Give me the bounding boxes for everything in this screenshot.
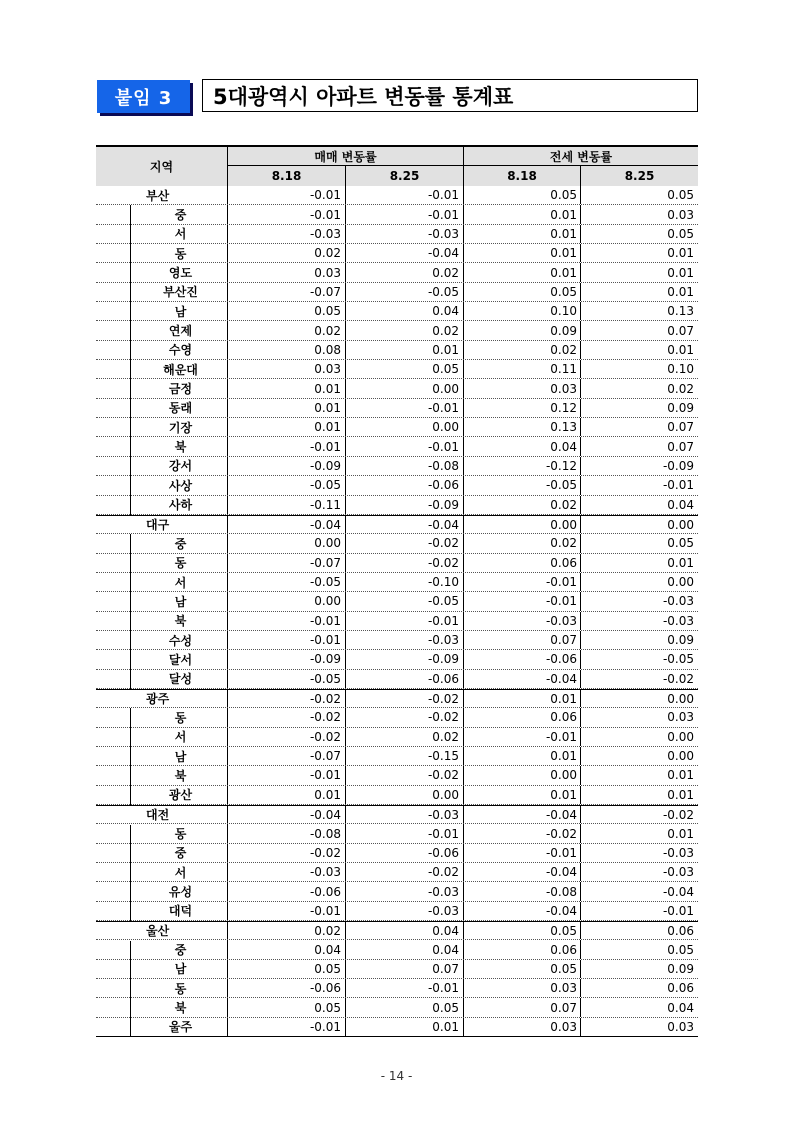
jeonse-week1-value: 0.02	[463, 341, 581, 359]
district-row	[96, 747, 698, 766]
sale-week1-value: -0.05	[227, 476, 345, 494]
sale-week2-value: 0.05	[345, 360, 463, 378]
district-row	[96, 496, 698, 515]
jeonse-week1-value: 0.10	[463, 302, 581, 320]
district-name: 서	[174, 227, 187, 242]
jeonse-week2-value: 0.00	[580, 690, 698, 707]
jeonse-week1-value: 0.01	[463, 205, 581, 223]
jeonse-week2-value: 0.03	[580, 1018, 698, 1036]
sale-week2-value: -0.04	[345, 516, 463, 533]
jeonse-week2-value: -0.02	[580, 806, 698, 823]
jeonse-week2-value: 0.10	[580, 360, 698, 378]
jeonse-week1-value: -0.04	[463, 902, 581, 920]
document-title	[202, 79, 698, 112]
jeonse-week2-value: 0.01	[580, 263, 698, 281]
district-row	[96, 708, 698, 727]
jeonse-week2-value: 0.09	[580, 960, 698, 978]
sale-week2-value: -0.03	[345, 631, 463, 649]
sale-week1-value: -0.06	[227, 979, 345, 997]
jeonse-week2-value: 0.05	[580, 225, 698, 243]
jeonse-week1-value: -0.12	[463, 457, 581, 475]
sale-week1-value: 0.03	[227, 360, 345, 378]
district-name: 북	[174, 614, 187, 629]
district-row	[96, 863, 698, 882]
sale-week1-value: -0.07	[227, 283, 345, 301]
district-name: 기장	[168, 420, 193, 435]
district-name: 달서	[168, 652, 193, 667]
sale-week1-value: 0.01	[227, 786, 345, 804]
jeonse-week2-value: 0.02	[580, 379, 698, 397]
sale-week2-value: -0.01	[345, 205, 463, 223]
sale-week1-value: -0.02	[227, 728, 345, 746]
sale-week1-value: 0.02	[227, 922, 345, 939]
sale-week2-value: -0.06	[345, 476, 463, 494]
sale-week1-value: -0.04	[227, 806, 345, 823]
district-row	[96, 379, 698, 398]
jeonse-week2-value: 0.01	[580, 283, 698, 301]
jeonse-week1-value: -0.04	[463, 806, 581, 823]
sale-week2-value: 0.00	[345, 418, 463, 436]
sale-week2-value: -0.01	[345, 437, 463, 455]
sale-week2-value: -0.01	[345, 979, 463, 997]
sale-week1-value: -0.06	[227, 882, 345, 900]
district-name: 울주	[168, 1020, 193, 1035]
jeonse-week1-value: 0.11	[463, 360, 581, 378]
sale-week1-value: 0.03	[227, 263, 345, 281]
jeonse-week1-value: 0.00	[463, 516, 581, 533]
district-row	[96, 728, 698, 747]
jeonse-week1-value: 0.07	[463, 631, 581, 649]
jeonse-week2-header: 8.25	[580, 166, 698, 186]
sale-week1-value: 0.04	[227, 940, 345, 958]
jeonse-week1-value: 0.01	[463, 690, 581, 707]
district-name: 남	[174, 304, 187, 319]
district-name: 동	[174, 556, 187, 571]
jeonse-week2-value: -0.05	[580, 650, 698, 668]
district-name: 서	[174, 575, 187, 590]
jeonse-week2-value: -0.03	[580, 592, 698, 610]
district-name: 동	[174, 981, 187, 996]
district-name: 사상	[168, 478, 193, 493]
jeonse-week2-value: 0.09	[580, 399, 698, 417]
district-name: 남	[174, 962, 187, 977]
city-name: 대구	[146, 518, 170, 533]
district-row	[96, 457, 698, 476]
jeonse-week1-value: 0.01	[463, 786, 581, 804]
jeonse-week1-value: 0.01	[463, 244, 581, 262]
group-indent-line	[130, 534, 131, 689]
district-name: 연제	[168, 324, 193, 339]
jeonse-week1-value: -0.03	[463, 612, 581, 630]
jeonse-week2-value: 0.04	[580, 496, 698, 514]
district-row	[96, 940, 698, 959]
sale-week1-value: 0.01	[227, 399, 345, 417]
district-name: 동	[174, 710, 187, 725]
jeonse-week1-value: -0.06	[463, 650, 581, 668]
district-row	[96, 302, 698, 321]
district-name: 동	[174, 827, 187, 842]
jeonse-week2-value: 0.07	[580, 321, 698, 339]
sale-week1-value: 0.08	[227, 341, 345, 359]
sale-week1-value: -0.07	[227, 554, 345, 572]
district-row	[96, 283, 698, 302]
jeonse-week1-value: 0.00	[463, 766, 581, 784]
district-name: 광산	[168, 788, 193, 803]
city-name: 대전	[146, 808, 170, 823]
district-name: 영도	[168, 266, 193, 281]
sale-week1-value: -0.05	[227, 573, 345, 591]
jeonse-week2-value: 0.05	[580, 940, 698, 958]
sale-week1-value: 0.00	[227, 534, 345, 552]
sale-week2-value: 0.01	[345, 341, 463, 359]
district-row	[96, 225, 698, 244]
sale-week2-value: 0.04	[345, 922, 463, 939]
district-row	[96, 263, 698, 282]
district-row	[96, 321, 698, 340]
district-row	[96, 418, 698, 437]
district-row	[96, 476, 698, 495]
sale-week1-value: -0.01	[227, 186, 345, 204]
sale-week1-value: -0.09	[227, 457, 345, 475]
district-row	[96, 786, 698, 805]
sale-week2-value: 0.02	[345, 728, 463, 746]
table-body	[96, 186, 698, 1037]
district-name: 수영	[168, 343, 193, 358]
sale-week2-value: -0.02	[345, 863, 463, 881]
sale-week2-value: -0.02	[345, 690, 463, 707]
sale-week1-value: -0.01	[227, 437, 345, 455]
jeonse-week1-header: 8.18	[463, 166, 580, 186]
district-name: 남	[174, 749, 187, 764]
district-name: 수성	[168, 633, 193, 648]
district-name: 중	[174, 208, 187, 223]
jeonse-week1-value: 0.05	[463, 186, 581, 204]
jeonse-week2-value: 0.00	[580, 728, 698, 746]
sale-week1-value: -0.02	[227, 844, 345, 862]
jeonse-week2-value: -0.09	[580, 457, 698, 475]
district-name: 강서	[168, 459, 193, 474]
city-row	[96, 186, 698, 205]
sale-week1-value: -0.04	[227, 516, 345, 533]
district-name: 북	[174, 1001, 187, 1016]
sale-rate-header: 매매 변동률	[227, 147, 463, 166]
district-row	[96, 670, 698, 689]
sale-week1-value: 0.00	[227, 592, 345, 610]
jeonse-week1-value: 0.12	[463, 399, 581, 417]
sale-week2-value: -0.03	[345, 225, 463, 243]
jeonse-rate-header: 전세 변동률	[463, 147, 698, 166]
sale-week1-value: 0.01	[227, 379, 345, 397]
jeonse-week2-value: -0.01	[580, 476, 698, 494]
document-title-text: 5대광역시 아파트 변동률 통계표	[213, 84, 514, 109]
sale-week2-value: 0.02	[345, 263, 463, 281]
table-header	[96, 145, 698, 186]
jeonse-week2-value: 0.06	[580, 979, 698, 997]
sale-week1-value: 0.01	[227, 418, 345, 436]
district-row	[96, 360, 698, 379]
district-row	[96, 573, 698, 592]
sale-week1-header: 8.18	[227, 166, 345, 186]
jeonse-week2-value: -0.03	[580, 612, 698, 630]
sale-week2-value: -0.03	[345, 902, 463, 920]
jeonse-week1-value: 0.06	[463, 708, 581, 726]
jeonse-week1-value: -0.05	[463, 476, 581, 494]
district-row	[96, 612, 698, 631]
sale-week1-value: -0.01	[227, 612, 345, 630]
sale-week2-value: -0.03	[345, 806, 463, 823]
district-name: 사하	[168, 498, 193, 513]
jeonse-week1-value: 0.03	[463, 379, 581, 397]
sale-week2-value: 0.02	[345, 321, 463, 339]
sale-week2-value: -0.08	[345, 457, 463, 475]
jeonse-week1-value: 0.07	[463, 998, 581, 1016]
district-row	[96, 824, 698, 843]
sale-week2-value: 0.00	[345, 379, 463, 397]
sale-week2-value: 0.04	[345, 940, 463, 958]
sale-week1-value: -0.05	[227, 670, 345, 688]
sale-week2-header: 8.25	[345, 166, 463, 186]
sale-week1-value: 0.05	[227, 960, 345, 978]
jeonse-week2-value: 0.01	[580, 766, 698, 784]
jeonse-week1-value: -0.04	[463, 670, 581, 688]
jeonse-week1-value: 0.01	[463, 225, 581, 243]
jeonse-week1-value: 0.05	[463, 960, 581, 978]
jeonse-week1-value: 0.06	[463, 554, 581, 572]
jeonse-week2-value: 0.01	[580, 824, 698, 842]
sale-week2-value: -0.01	[345, 612, 463, 630]
district-name: 대덕	[168, 904, 193, 919]
city-row	[96, 515, 698, 534]
district-name: 북	[174, 768, 187, 783]
district-name: 중	[174, 943, 187, 958]
jeonse-week1-value: 0.03	[463, 1018, 581, 1036]
sale-week2-value: -0.06	[345, 844, 463, 862]
sale-week1-value: 0.02	[227, 244, 345, 262]
sale-week2-value: -0.04	[345, 244, 463, 262]
jeonse-week1-value: 0.13	[463, 418, 581, 436]
district-row	[96, 998, 698, 1017]
jeonse-week2-value: 0.01	[580, 786, 698, 804]
jeonse-week1-value: -0.01	[463, 573, 581, 591]
jeonse-week1-value: -0.01	[463, 728, 581, 746]
district-row	[96, 979, 698, 998]
district-row	[96, 399, 698, 418]
jeonse-week1-value: 0.05	[463, 922, 581, 939]
jeonse-week2-value: -0.01	[580, 902, 698, 920]
sale-week2-value: 0.01	[345, 1018, 463, 1036]
district-name: 동래	[168, 401, 193, 416]
sale-week2-value: -0.05	[345, 592, 463, 610]
sale-week2-value: -0.01	[345, 824, 463, 842]
sale-week1-value: -0.08	[227, 824, 345, 842]
city-row	[96, 689, 698, 708]
jeonse-week2-value: 0.00	[580, 747, 698, 765]
district-row	[96, 244, 698, 263]
sale-week2-value: -0.10	[345, 573, 463, 591]
sale-week1-value: -0.01	[227, 205, 345, 223]
jeonse-week2-value: 0.00	[580, 573, 698, 591]
sale-week1-value: -0.03	[227, 225, 345, 243]
sale-week2-value: -0.02	[345, 534, 463, 552]
district-row	[96, 554, 698, 573]
jeonse-week2-value: 0.07	[580, 437, 698, 455]
district-row	[96, 766, 698, 785]
district-row	[96, 205, 698, 224]
district-row	[96, 960, 698, 979]
city-name: 부산	[146, 188, 170, 203]
jeonse-week1-value: -0.02	[463, 824, 581, 842]
district-row	[96, 631, 698, 650]
jeonse-week2-value: 0.01	[580, 341, 698, 359]
sale-week2-value: -0.15	[345, 747, 463, 765]
sale-week1-value: -0.01	[227, 766, 345, 784]
sale-week2-value: -0.02	[345, 766, 463, 784]
sale-week1-value: -0.07	[227, 747, 345, 765]
jeonse-week2-value: 0.04	[580, 998, 698, 1016]
jeonse-week2-value: 0.05	[580, 186, 698, 204]
jeonse-week2-value: 0.01	[580, 244, 698, 262]
jeonse-week2-value: -0.03	[580, 844, 698, 862]
jeonse-week2-value: 0.03	[580, 708, 698, 726]
district-row	[96, 592, 698, 611]
sale-week1-value: 0.05	[227, 302, 345, 320]
district-name: 중	[174, 536, 187, 551]
district-name: 유성	[168, 885, 193, 900]
jeonse-week2-value: 0.00	[580, 516, 698, 533]
district-name: 남	[174, 594, 187, 609]
sale-week2-value: -0.05	[345, 283, 463, 301]
district-name: 서	[174, 865, 187, 880]
jeonse-week1-value: -0.04	[463, 863, 581, 881]
jeonse-week1-value: 0.02	[463, 496, 581, 514]
district-name: 서	[174, 730, 187, 745]
page-number: - 14 -	[380, 1069, 413, 1083]
sale-week2-value: 0.07	[345, 960, 463, 978]
jeonse-week2-value: 0.05	[580, 534, 698, 552]
jeonse-week1-value: 0.04	[463, 437, 581, 455]
sale-week1-value: -0.01	[227, 631, 345, 649]
district-row	[96, 341, 698, 360]
jeonse-week2-value: 0.01	[580, 554, 698, 572]
sale-week2-value: -0.03	[345, 882, 463, 900]
jeonse-week1-value: 0.02	[463, 534, 581, 552]
group-indent-line	[130, 205, 131, 515]
jeonse-week1-value: 0.03	[463, 979, 581, 997]
district-row	[96, 437, 698, 456]
region-header: 지역	[149, 160, 174, 174]
sale-week1-value: 0.05	[227, 998, 345, 1016]
city-name: 울산	[146, 924, 170, 939]
sale-week2-value: 0.04	[345, 302, 463, 320]
jeonse-week2-value: -0.02	[580, 670, 698, 688]
district-name: 해운대	[163, 362, 198, 377]
district-name: 금정	[168, 382, 193, 397]
district-row	[96, 844, 698, 863]
district-name: 중	[174, 846, 187, 861]
sale-week2-value: -0.02	[345, 708, 463, 726]
sale-week1-value: 0.02	[227, 321, 345, 339]
district-row	[96, 902, 698, 921]
sale-week1-value: -0.11	[227, 496, 345, 514]
sale-week1-value: -0.02	[227, 690, 345, 707]
district-row	[96, 534, 698, 553]
sale-week2-value: -0.06	[345, 670, 463, 688]
sale-week2-value: -0.01	[345, 186, 463, 204]
jeonse-week2-value: 0.13	[580, 302, 698, 320]
jeonse-week2-value: -0.03	[580, 863, 698, 881]
jeonse-week1-value: -0.01	[463, 844, 581, 862]
sale-week2-value: 0.05	[345, 998, 463, 1016]
district-name: 달성	[168, 672, 193, 687]
jeonse-week1-value: 0.05	[463, 283, 581, 301]
jeonse-week1-value: -0.01	[463, 592, 581, 610]
district-name: 북	[174, 440, 187, 455]
district-name: 동	[174, 246, 187, 261]
city-row	[96, 805, 698, 824]
sale-week2-value: -0.01	[345, 399, 463, 417]
jeonse-week1-value: -0.08	[463, 882, 581, 900]
jeonse-week2-value: 0.06	[580, 922, 698, 939]
group-indent-line	[130, 825, 131, 922]
city-name: 광주	[146, 692, 170, 707]
sale-week2-value: -0.09	[345, 496, 463, 514]
district-name: 부산진	[163, 285, 198, 300]
jeonse-week1-value: 0.01	[463, 747, 581, 765]
group-indent-line	[130, 941, 131, 1038]
jeonse-week1-value: 0.01	[463, 263, 581, 281]
sale-week2-value: -0.09	[345, 650, 463, 668]
jeonse-week2-value: 0.07	[580, 418, 698, 436]
jeonse-week1-value: 0.06	[463, 940, 581, 958]
district-row	[96, 1018, 698, 1037]
district-row	[96, 882, 698, 901]
jeonse-week2-value: -0.04	[580, 882, 698, 900]
sale-week1-value: -0.01	[227, 1018, 345, 1036]
sale-week1-value: -0.03	[227, 863, 345, 881]
sale-week1-value: -0.09	[227, 650, 345, 668]
sale-week1-value: -0.02	[227, 708, 345, 726]
jeonse-week2-value: 0.09	[580, 631, 698, 649]
group-indent-line	[130, 708, 131, 805]
sale-week1-value: -0.01	[227, 902, 345, 920]
sale-week2-value: -0.02	[345, 554, 463, 572]
jeonse-week1-value: 0.09	[463, 321, 581, 339]
city-row	[96, 921, 698, 940]
sale-week2-value: 0.00	[345, 786, 463, 804]
attachment-badge: 붙임 3	[97, 80, 190, 113]
jeonse-week2-value: 0.03	[580, 205, 698, 223]
district-row	[96, 650, 698, 669]
